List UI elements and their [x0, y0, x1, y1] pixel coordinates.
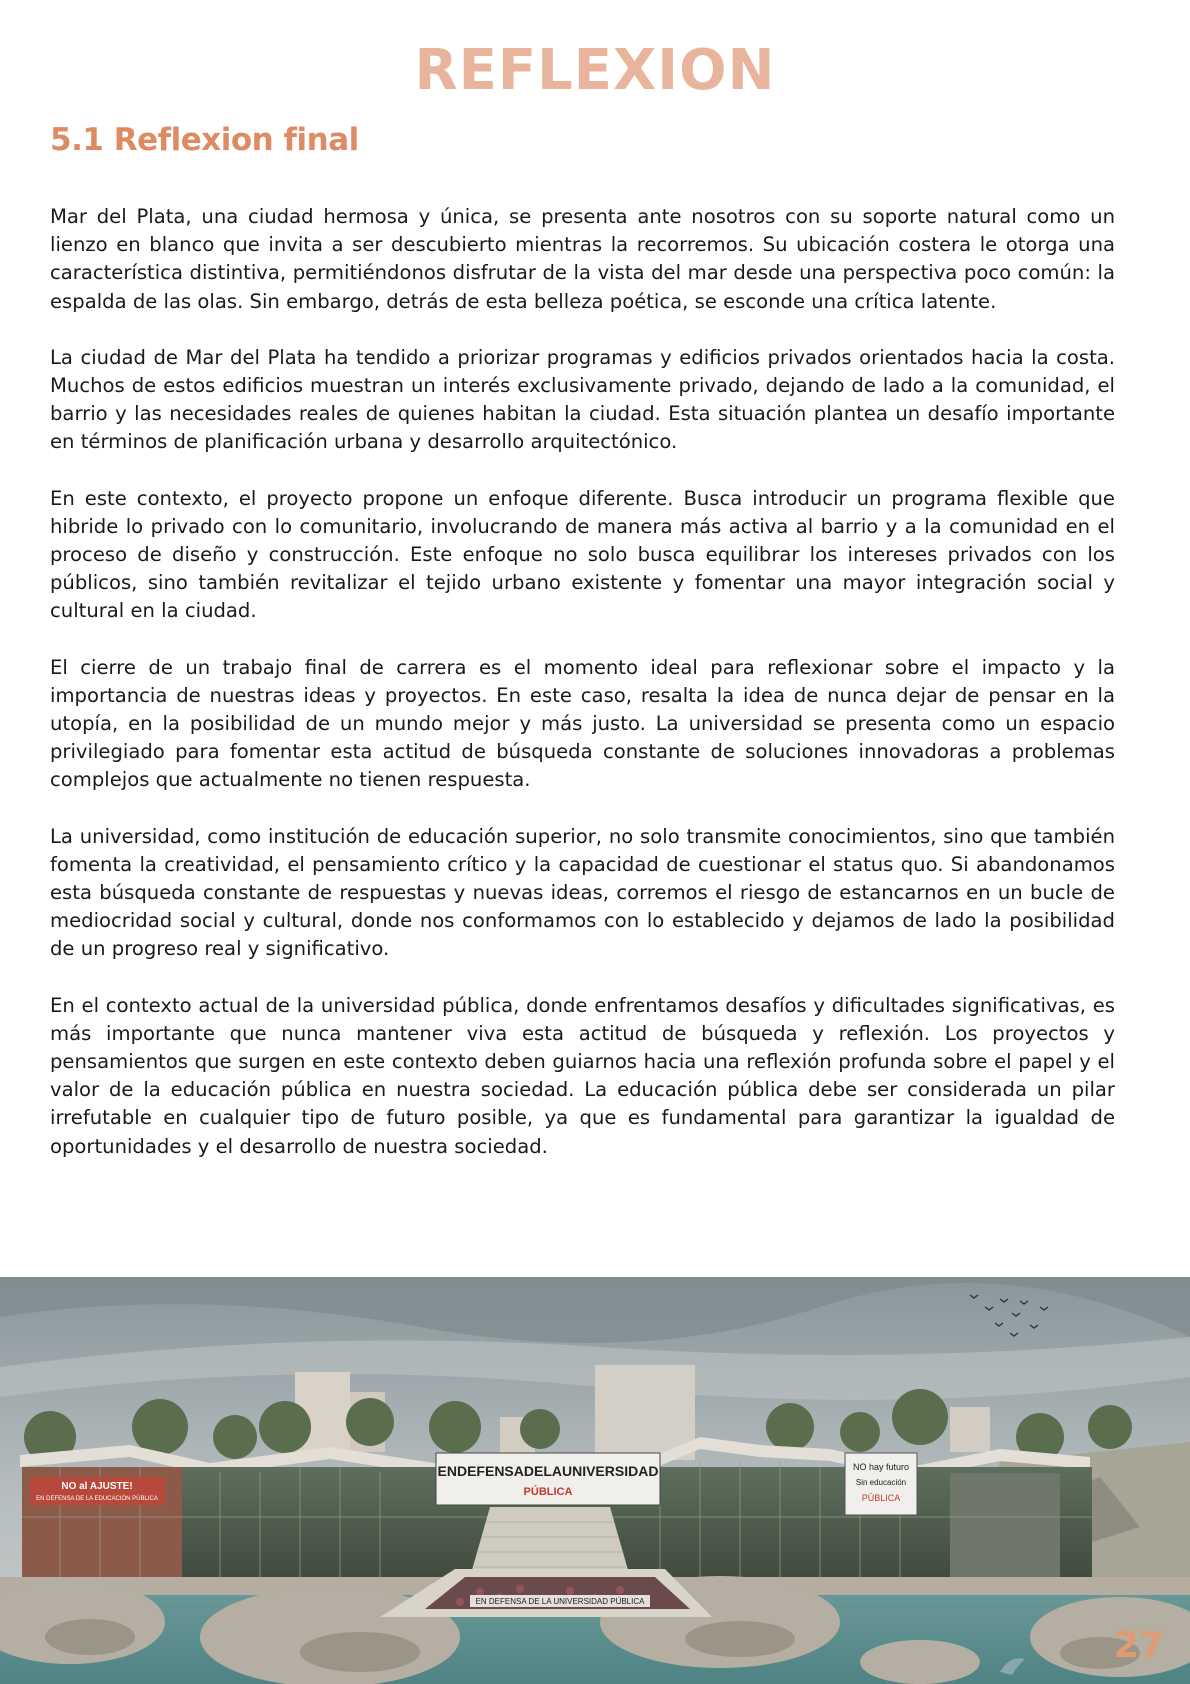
banner-main-top-text: ENDEFENSADELAUNIVERSIDAD: [437, 1463, 659, 1479]
section-heading: 5.1 Reflexion final: [50, 122, 359, 158]
banner-right-line-2: Sin educación: [855, 1478, 907, 1487]
render-illustration: [0, 1277, 1190, 1684]
paragraph-3: En este contexto, el proyecto propone un enfoque diferente. Busca introducir un programa flexible que hibride lo privado con lo comunitario, involucrando de manera más activa al barrio y a la comunidad en el proceso de diseño y construcción. Este enfoque no solo busca equilibrar los intereses privados con los públicos, sino también revitalizar el tejido urbano existente y fomentar una mayor integración social y cultural en la ciudad.: [50, 486, 1115, 623]
banner-left-bottom-text: EN DEFENSA DE LA EDUCACIÓN PÚBLICA: [36, 1496, 158, 1502]
paragraph-2: La ciudad de Mar del Plata ha tendido a priorizar programas y edificios privados orientados hacia la costa. Muchos de estos edificios muestran un interés exclusivamente privado, dejando de lado a la comunidad, el barrio y las necesidades reales de quienes habitan la ciudad. Esta situación plantea un desafío importante en términos de planificación urbana y desarrollo arquitectónico.: [50, 345, 1115, 454]
page-number: 27: [1113, 1625, 1164, 1666]
banner-right-line-1: NO hay futuro: [852, 1462, 910, 1472]
banner-right-line-3: PÚBLICA: [861, 1493, 901, 1503]
paragraph-4: El cierre de un trabajo final de carrera es el momento ideal para reflexionar sobre el impacto y la importancia de nuestras ideas y proyectos. En este caso, resalta la idea de nunca dejar de pensar en la utopía, en la posibilidad de un mundo mejor y más justo. La universidad se presenta como un espacio privilegiado para fomentar esta actitud de búsqueda constante de soluciones innovadoras a problemas complejos que actualmente no tienen respuesta.: [50, 655, 1115, 792]
paragraph-1: Mar del Plata, una ciudad hermosa y única, se presenta ante nosotros con su soporte natural como un lienzo en blanco que invita a ser descubierto mientras la recorremos. Su ubicación costera le otorga una característica distintiva, permitiéndonos disfrutar de la vista del mar desde una perspectiva poco común: la espalda de las olas. Sin embargo, detrás de esta belleza poética, se esconde una crítica latente.: [50, 205, 1115, 313]
paragraph-5: La universidad, como institución de educación superior, no solo transmite conocimientos, sino que también fomenta la creatividad, el pensamiento crítico y la capacidad de cuestionar el status quo. Si abandonamos esta búsqueda constante de respuestas y nuevas ideas, corremos el riesgo de estancarnos en un bucle de mediocridad social y cultural, donde nos conformamos con lo establecido y dejamos de lado la posibilidad de un progreso real y significativo.: [50, 824, 1115, 961]
paragraph-6: En el contexto actual de la universidad pública, donde enfrentamos desafíos y dificultades significativas, es más importante que nunca mantener viva esta actitud de búsqueda y reflexión. Los proyectos y pensamientos que surgen en este contexto deben guiarnos hacia una reflexión profunda sobre el papel y el valor de la educación pública en nuestra sociedad. La educación pública debe ser considerada un pilar irrefutable en cualquier tipo de futuro posible, ya que es fundamental para garantizar la igualdad de oportunidades y el desarrollo de nuestra sociedad.: [50, 993, 1115, 1158]
page-title: REFLEXION: [414, 38, 776, 103]
architectural-render: [0, 1277, 1190, 1684]
banner-left-top-text: NO al AJUSTE!: [61, 1481, 133, 1492]
banner-main-bottom-text: PÚBLICA: [523, 1486, 573, 1498]
body-text: [50, 203, 1115, 1189]
crowd-banner-text: EN DEFENSA DE LA UNIVERSIDAD PÚBLICA: [475, 1597, 645, 1606]
